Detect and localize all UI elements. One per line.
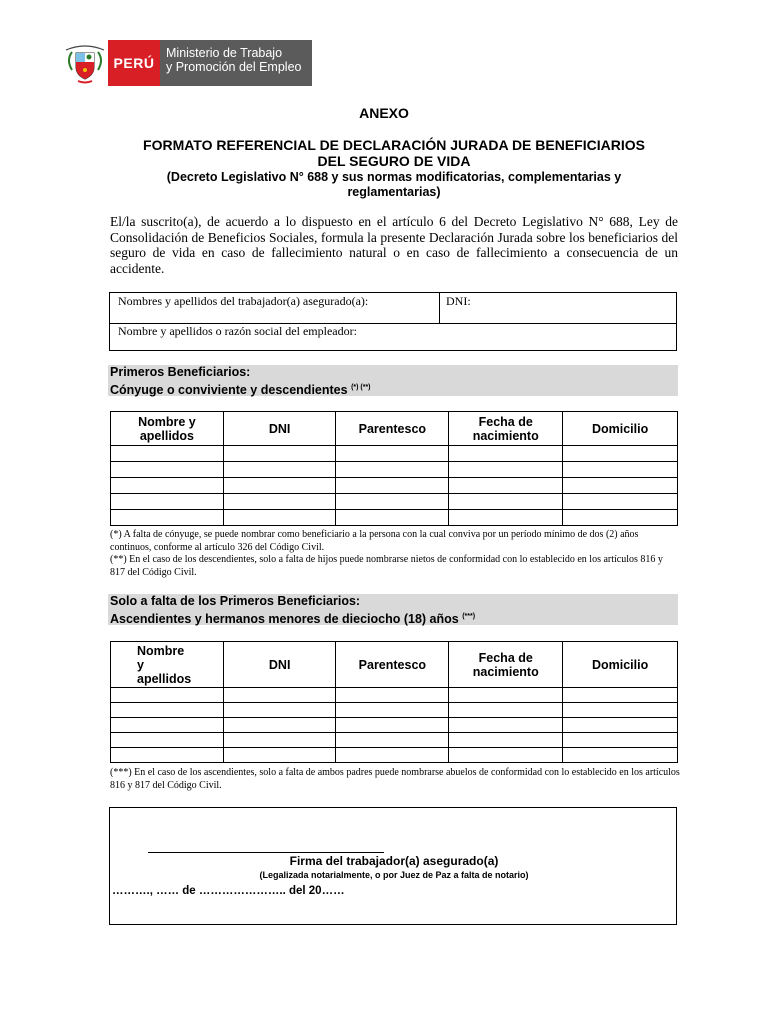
table-row[interactable] [111,703,678,718]
table-cell[interactable] [563,748,678,763]
column-header: Parentesco [336,412,449,446]
date-line[interactable]: ………., …… de ………………….. del 20…… [112,885,345,897]
table-row[interactable] [111,748,678,763]
table-header-row [111,412,678,446]
table-cell[interactable] [563,688,678,703]
table-header-row [111,642,678,688]
ministry-name [160,40,312,86]
table-cell[interactable] [223,748,336,763]
table-cell[interactable] [223,718,336,733]
worker-info-box [109,292,677,351]
anexo-title: ANEXO [359,105,409,121]
ministry-line-2: y Promoción del Empleo [166,60,302,74]
section-1-line-2: Cónyuge o conviviente y descendientes (*) (**) [110,383,371,398]
table-cell[interactable] [111,748,224,763]
column-header [111,642,224,688]
table-cell[interactable] [111,494,224,510]
section-2-heading [108,594,678,625]
table-cell[interactable] [336,478,449,494]
table-cell[interactable] [336,688,449,703]
table-cell[interactable] [336,494,449,510]
table-cell[interactable] [449,510,563,526]
table-cell[interactable] [449,494,563,510]
document-subtitle [120,170,668,200]
table-cell[interactable] [111,478,224,494]
table-cell[interactable] [336,462,449,478]
table-cell[interactable] [111,462,224,478]
table-cell[interactable] [563,718,678,733]
section-1-notes [110,529,680,579]
worker-dni-field[interactable]: DNI: [446,294,471,308]
table-cell[interactable] [449,748,563,763]
table-row[interactable] [111,718,678,733]
document-title [100,137,688,169]
table-cell[interactable] [449,718,563,733]
table-row[interactable] [111,510,678,526]
table-cell[interactable] [223,510,336,526]
signature-label: Firma del trabajador(a) asegurado(a) [289,854,499,868]
table-cell[interactable] [563,446,678,462]
column-header: Fecha de nacimiento [449,412,563,446]
intro-paragraph: El/la suscrito(a), de acuerdo a lo dispuesto en el artículo 6 del Decreto Legislativo N° 688, Ley de Consolidación de Beneficios Sociales, formula la presente Declaración Jurada sobre los beneficiarios del seguro de vida en caso de fallecimiento natural o en caso de fallecimiento a consecuencia de un accidente. [110,214,678,276]
column-header: Fecha de nacimiento [449,642,563,688]
column-header: DNI [223,412,336,446]
column-header: Domicilio [563,412,678,446]
primary-beneficiaries-table [110,411,678,526]
section-1-line-1: Primeros Beneficiarios: [110,365,251,379]
table-row[interactable] [111,494,678,510]
table-cell[interactable] [223,733,336,748]
table-cell[interactable] [563,703,678,718]
table-row[interactable] [111,446,678,462]
table-cell[interactable] [336,510,449,526]
column-header-line: y [137,657,144,672]
table-cell[interactable] [223,446,336,462]
signature-line [148,852,384,853]
table-cell[interactable] [563,494,678,510]
table-cell[interactable] [223,688,336,703]
legalization-note: (Legalizada notarialmente, o por Juez de Paz a falta de notario) [259,870,529,880]
section-1-marks: (*) (**) [351,384,371,391]
footnote-conyuge: (*) A falta de cónyuge, se puede nombrar como beneficiario a la persona con la cual conviva por un período mínimo de dos (2) años continuos, conforme al artículo 326 del Código Civil. [110,529,639,553]
table-cell[interactable] [449,462,563,478]
subtitle-line-2: reglamentarias) [347,185,441,199]
column-header: Domicilio [563,642,678,688]
footnote-descendientes: (**) En el caso de los descendientes, solo a falta de hijos puede nombrarse nietos de conformidad con lo establecido en los artículos 816 y 817 del Código Civil. [110,554,663,578]
table-cell[interactable] [223,478,336,494]
ministry-line-1: Ministerio de Trabajo [166,46,283,60]
table-cell[interactable] [563,510,678,526]
column-header: Nombre y apellidos [111,412,224,446]
column-header-line: Nombre [137,643,185,658]
peru-label: PERÚ [108,40,160,86]
subtitle-line-1: (Decreto Legislativo N° 688 y sus normas modificatorias, complementarias y [166,170,622,184]
table-cell[interactable] [111,446,224,462]
table-cell[interactable] [336,718,449,733]
table-row[interactable] [111,688,678,703]
table-cell[interactable] [563,478,678,494]
table-cell[interactable] [336,446,449,462]
section-2-marks: (***) [462,613,476,620]
section-2-note: (***) En el caso de los ascendientes, solo a falta de ambos padres puede nombrarse abuelos de conformidad con lo establecido en los artículos 816 y 817 del Código Civil. [110,767,680,791]
secondary-beneficiaries-table [110,641,678,763]
coat-of-arms-icon [62,40,108,86]
column-header: Parentesco [336,642,449,688]
table-row[interactable] [111,478,678,494]
worker-info-row [110,293,676,324]
employer-name-field[interactable]: Nombre y apellidos o razón social del empleador: [118,324,357,338]
table-row[interactable] [111,733,678,748]
document-title-line-1: FORMATO REFERENCIAL DE DECLARACIÓN JURADA DE BENEFICIARIOS [143,137,645,153]
table-cell[interactable] [563,462,678,478]
section-1-heading [108,365,678,396]
table-cell[interactable] [111,703,224,718]
document-title-line-2: DEL SEGURO DE VIDA [317,153,471,169]
column-header: DNI [223,642,336,688]
section-2-line-1: Solo a falta de los Primeros Beneficiarios: [110,594,361,608]
table-cell[interactable] [223,462,336,478]
table-cell[interactable] [449,478,563,494]
table-cell[interactable] [223,703,336,718]
table-cell[interactable] [563,733,678,748]
table-cell[interactable] [111,733,224,748]
table-cell[interactable] [449,688,563,703]
table-cell[interactable] [449,703,563,718]
table-cell[interactable] [111,510,224,526]
table-cell[interactable] [111,688,224,703]
table-cell[interactable] [449,733,563,748]
table-cell[interactable] [111,718,224,733]
table-cell[interactable] [223,494,336,510]
table-cell[interactable] [449,446,563,462]
ministry-logo [62,40,312,86]
table-row[interactable] [111,462,678,478]
section-2-line-2: Ascendientes y hermanos menores de dieciocho (18) años (***) [110,612,476,627]
table-cell[interactable] [336,748,449,763]
worker-name-field[interactable]: Nombres y apellidos del trabajador(a) asegurado(a): [110,293,440,323]
column-header-line: apellidos [137,671,192,686]
table-cell[interactable] [336,703,449,718]
table-cell[interactable] [336,733,449,748]
